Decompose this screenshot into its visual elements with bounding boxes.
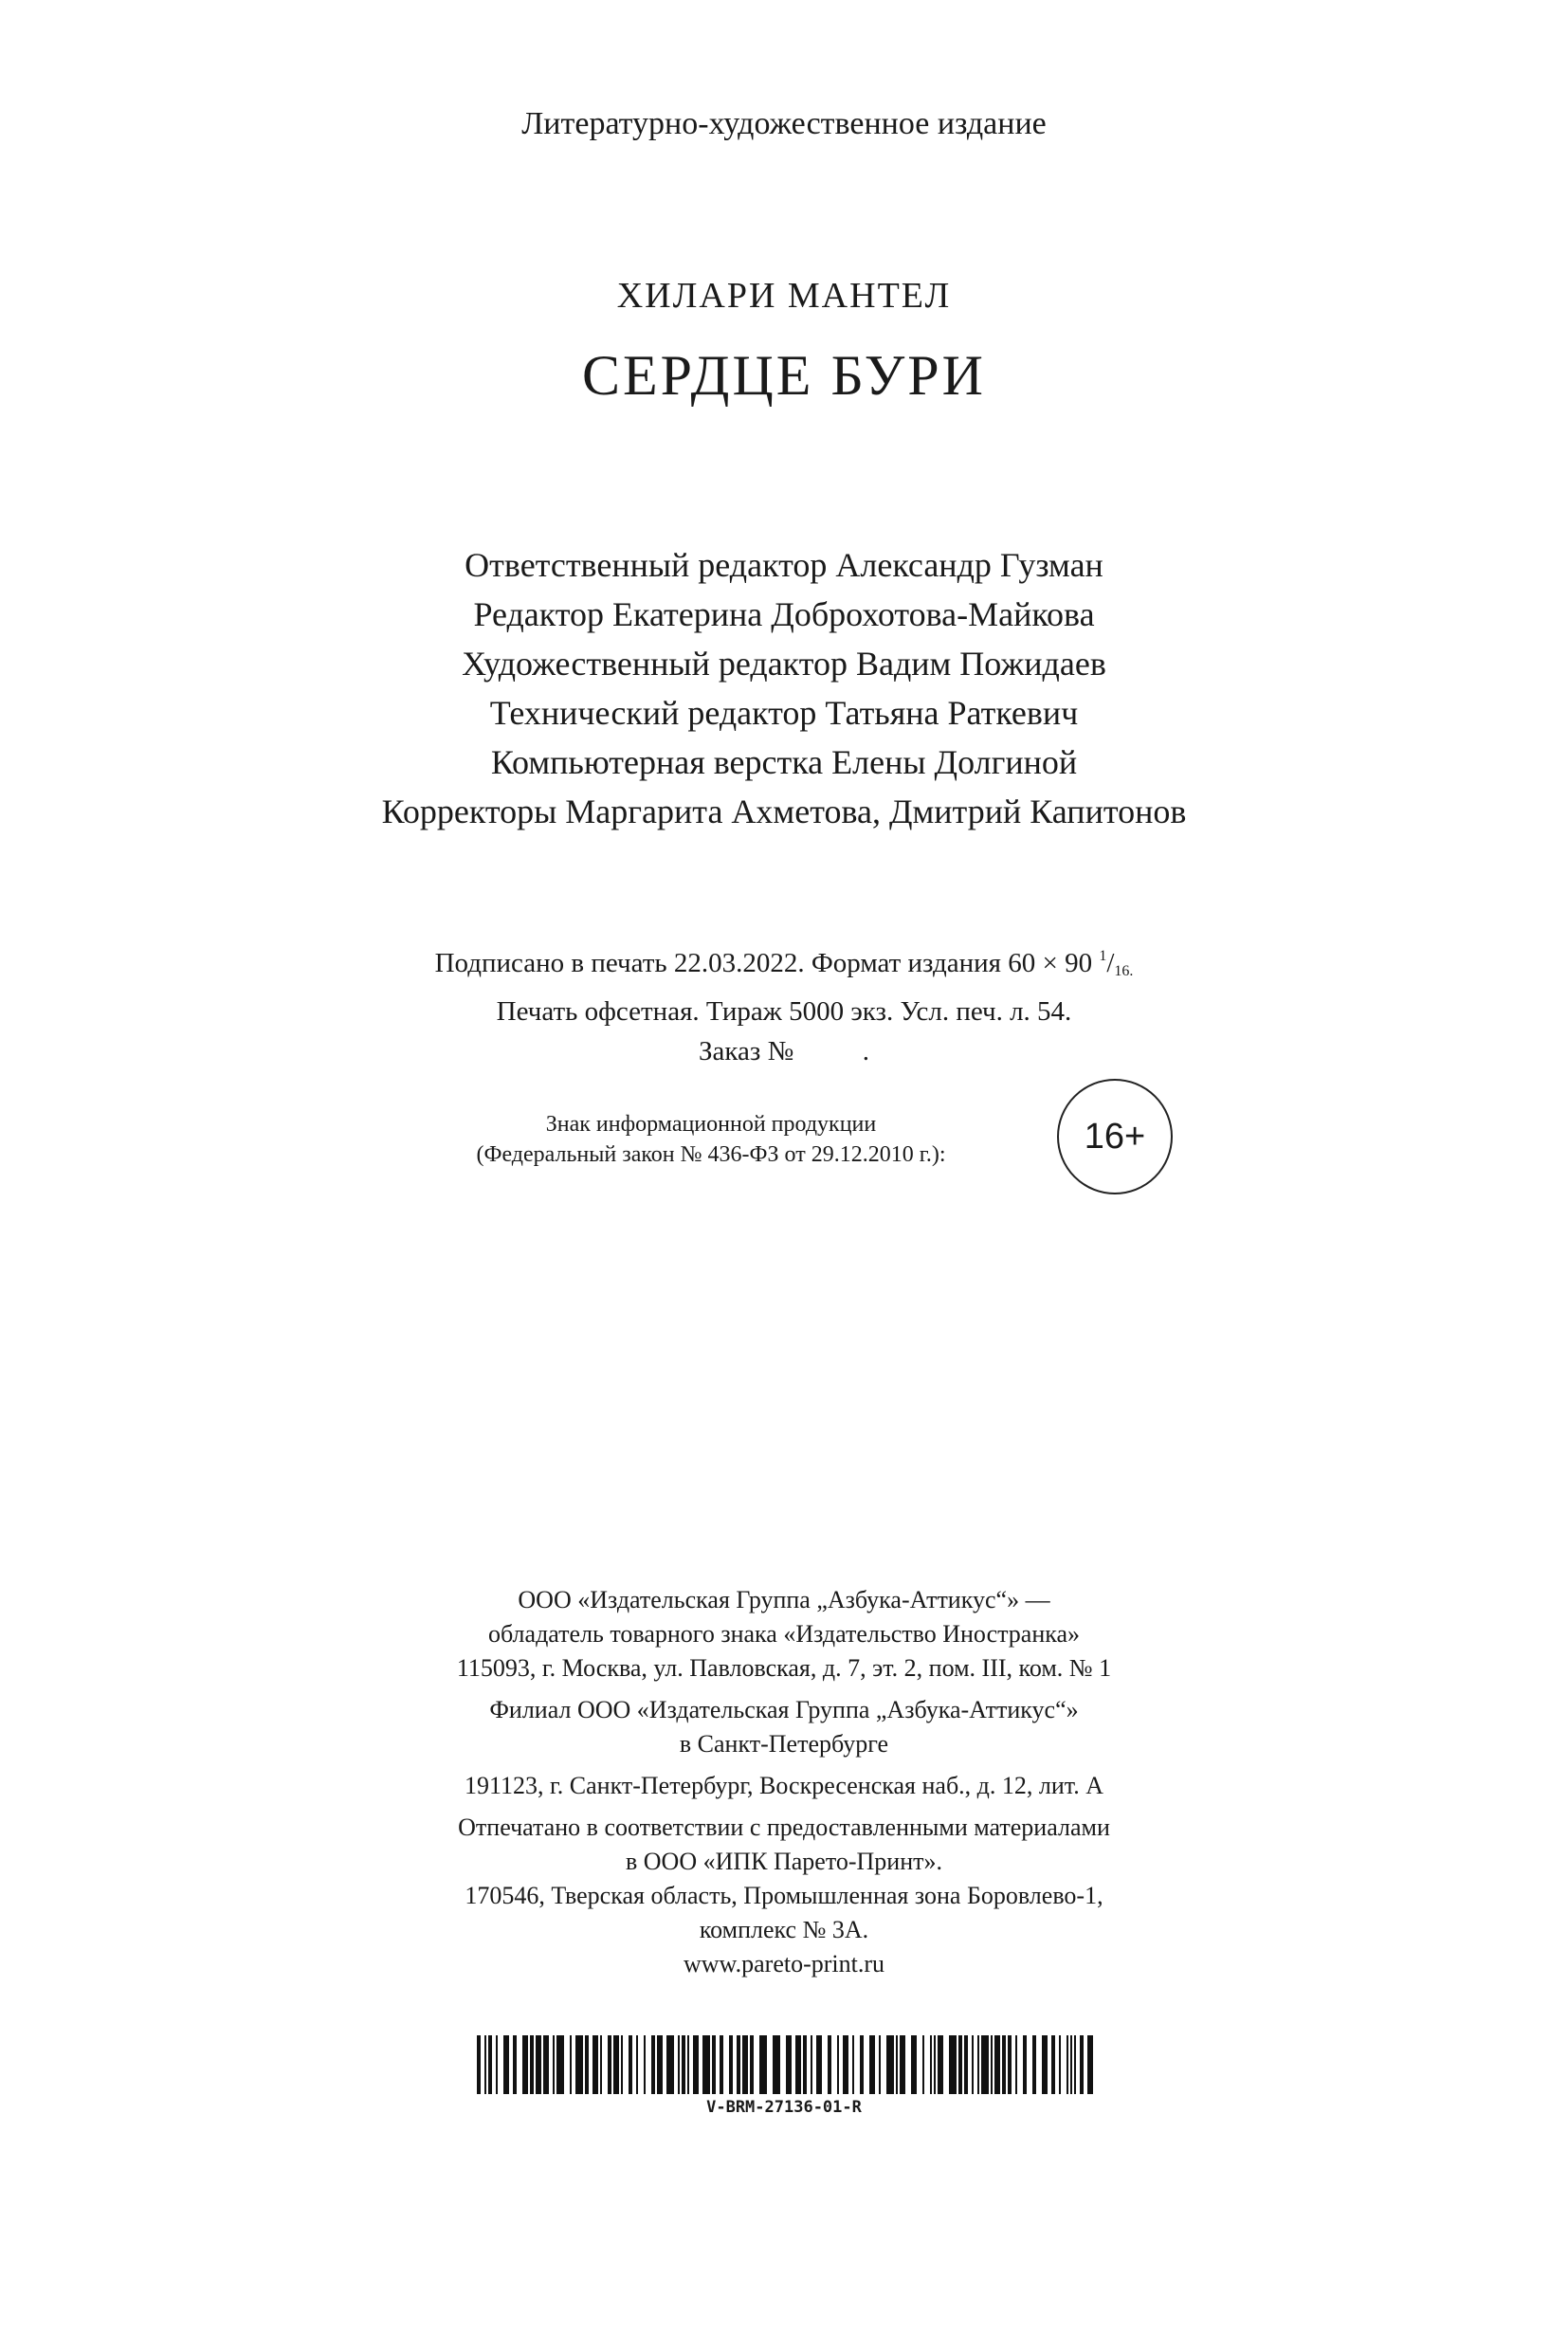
printer-info (0, 1811, 1568, 1981)
order-number-line: Заказ № . (698, 1036, 870, 1066)
printer-line: 170546, Тверская область, Промышленная зона Боровлево-1, (465, 1882, 1103, 1909)
barcode-code: V-BRM-27136-01-R (706, 2098, 862, 2117)
credit-line: Редактор Екатерина Доброхотова-Майкова (473, 595, 1095, 633)
printer-line: Отпечатано в соответствии с предоставленными материалами (458, 1813, 1110, 1841)
credit-line: Компьютерная верстка Елены Долгиной (490, 743, 1078, 781)
publisher-main (0, 1583, 1568, 1686)
age-rating-badge: 16+ (1057, 1079, 1173, 1194)
publisher-branch-address (0, 1769, 1568, 1803)
book-title: СЕРДЦЕ БУРИ (582, 344, 986, 407)
publisher-line: 115093, г. Москва, ул. Павловская, д. 7, эт. 2, пом. III, ком. № 1 (456, 1654, 1112, 1682)
publisher-line: в Санкт-Петербурге (679, 1730, 889, 1758)
publisher-line: обладатель товарного знака «Издательство Иностранка» (487, 1620, 1081, 1648)
format-denominator: 16 (1114, 963, 1130, 979)
publisher-branch (0, 1693, 1568, 1761)
credits-block (0, 540, 1568, 836)
credit-line: Художественный редактор Вадим Пожидаев (462, 645, 1106, 683)
printer-line: в ООО «ИПК Парето-Принт». (625, 1848, 942, 1875)
author-name: ХИЛАРИ МАНТЕЛ (616, 276, 952, 316)
barcode (477, 2035, 1093, 2094)
print-info-line (0, 937, 1568, 992)
info-sign-text (379, 1109, 1043, 1170)
format-numerator: 1 (1099, 948, 1107, 964)
printer-line: комплекс № 3А. (699, 1916, 869, 1943)
publisher-block (0, 1583, 1568, 1989)
publisher-line: Филиал ООО «Издательская Группа „Азбука-Аттикус“» (489, 1696, 1079, 1723)
genre-label: Литературно-художественное издание (521, 106, 1047, 141)
publisher-line: ООО «Издательская Группа „Азбука-Аттикус“» — (518, 1586, 1050, 1613)
credit-line: Ответственный редактор Александр Гузман (465, 546, 1103, 584)
info-sign-line: Знак информационной продукции (545, 1112, 877, 1137)
print-info-block (0, 937, 1568, 1071)
printer-website: www.pareto-print.ru (683, 1950, 885, 1977)
credit-line: Технический редактор Татьяна Раткевич (489, 694, 1079, 732)
format-separator: / (1106, 948, 1115, 978)
format-suffix: . (1129, 963, 1134, 979)
info-sign-law: (Федеральный закон № 436-ФЗ от 29.12.2010 г.): (476, 1142, 946, 1167)
print-info-text: Подписано в печать 22.03.2022. Формат издания 60 × 90 (434, 948, 1100, 978)
publisher-line: 191123, г. Санкт-Петербург, Воскресенская наб., д. 12, лит. А (465, 1772, 1103, 1799)
credit-line: Корректоры Маргарита Ахметова, Дмитрий Капитонов (381, 793, 1187, 830)
print-info-line: Печать офсетная. Тираж 5000 экз. Усл. печ. л. 54. (496, 996, 1072, 1027)
